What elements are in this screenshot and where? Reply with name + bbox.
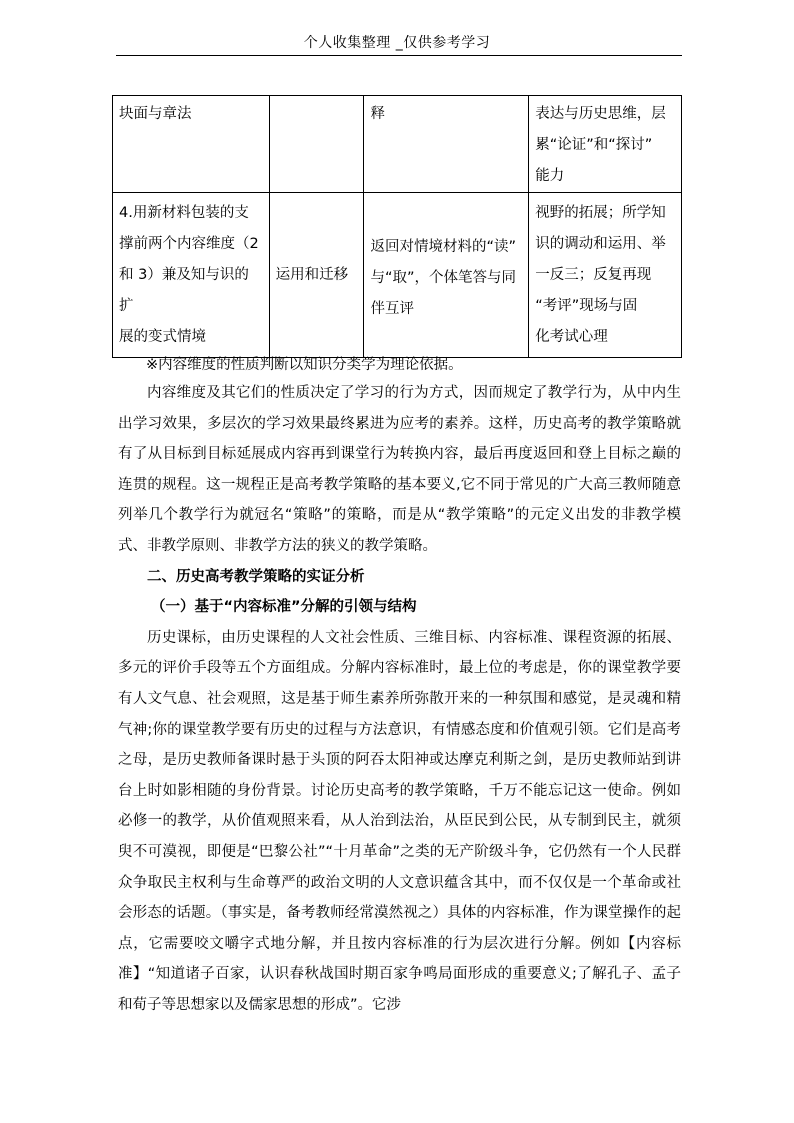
cell-line: 块面与章法 — [119, 106, 192, 122]
table-cell — [364, 96, 529, 193]
table-cell — [364, 193, 529, 358]
cell-line: 表达与历史思维，层 — [535, 106, 666, 122]
page-header: 个人收集整理 _仅供参考学习 — [303, 35, 491, 51]
cell-line: 和 3）兼及知与识的扩 — [119, 266, 249, 314]
header-divider — [116, 55, 682, 56]
table-cell — [113, 193, 270, 358]
cell-line: 撑前两个内容维度（2 — [119, 235, 259, 252]
table-note: ※内容维度的性质判断以知识分类学为理论依据。 — [146, 357, 463, 373]
cell-line: 释 — [370, 106, 385, 122]
table-cell — [269, 96, 364, 193]
content-dimension-table — [112, 95, 682, 358]
main-text — [118, 378, 681, 1020]
cell-line: 化考试心理 — [535, 328, 608, 345]
table-row — [113, 96, 682, 193]
subsection-heading: （一）基于“内容标准”分解的引领与结构 — [151, 599, 417, 616]
cell-line: 伴互评 — [370, 300, 414, 317]
table-row — [113, 193, 682, 358]
cell-line: 视野的拓展；所学知 — [535, 204, 666, 221]
table-cell — [269, 193, 364, 358]
cell-line: 能力 — [535, 168, 565, 184]
paragraph: 内容维度及其它们的性质决定了学习的行为方式，因而规定了教学行为，从中内生出学习效果，多层次的学习效果最终累进为应考的素养。这样，历史高考的教学策略就有了从目标到目标延展成内容再到课堂行为转换内容，最后再度返回和登上目标之巅的连贯的规程。这一规程正是高考教学策略的基本要义,它不同于常见的广大高三教师随意列举几个教学行为就冠名“策略”的策略，而是从“教学策略”的元定义出发的非教学模式、非教学原则、非教学方法的狭义的教学策略。 — [118, 385, 681, 554]
paragraph: 历史课标，由历史课程的人文社会性质、三维目标、内容标准、课程资源的拓展、多元的评价手段等五个方面组成。分解内容标准时，最上位的考虑是，你的课堂教学要有人文气息、社会观照，这是基于师生素养所弥散开来的一种氛围和感觉，是灵魂和精气神;你的课堂教学要有历史的过程与方法意识，有情感态度和价值观引领。它们是高考之母，是历史教师备课时悬于头顶的阿吞太阳神或达摩克利斯之剑，是历史教师站到讲台上时如影相随的身份背景。讨论历史高考的教学策略，千万不能忘记这一使命。例如必修一的教学，从价值观照来看，从人治到法治，从臣民到公民，从专制到民主，就须臾不可漠视，即便是“巴黎公社”“十月革命”之类的无产阶级斗争，它仍然有一个人民群众争取民主权利与生命尊严的政治文明的人文意识蕴含其中，而不仅仅是一个革命或社会形态的话题。（事实是，备考教师经常漠然视之）具体的内容标准，作为课堂操作的起点，它需要咬文嚼字式地分解，并且按内容标准的行为层次进行分解。例如【内容标准】“知道诸子百家，认识春秋战国时期百家争鸣局面形成的重要意义;了解孔子、孟子和荀子等思想家以及儒家思想的形成”。它涉 — [118, 629, 681, 1013]
cell-line: 识的调动和运用、举 — [535, 235, 666, 252]
table-cell — [529, 96, 682, 193]
cell-line: 返回对情境材料的“读” — [370, 238, 516, 255]
table-cell — [113, 96, 270, 193]
cell-line: “考评”现场与固 — [535, 297, 638, 314]
table-cell — [529, 193, 682, 358]
cell-line: 与“取”，个体笔答与同 — [370, 269, 516, 286]
cell-line: 累“论证”和“探讨” — [535, 137, 653, 153]
cell-line: 4.用新材料包装的支 — [119, 204, 249, 221]
cell-line: 展的变式情境 — [119, 328, 206, 345]
section-heading: 二、历史高考教学策略的实证分析 — [147, 568, 365, 585]
cell-line: 运用和迁移 — [275, 266, 349, 283]
cell-line: 一反三；反复再现 — [535, 266, 652, 283]
